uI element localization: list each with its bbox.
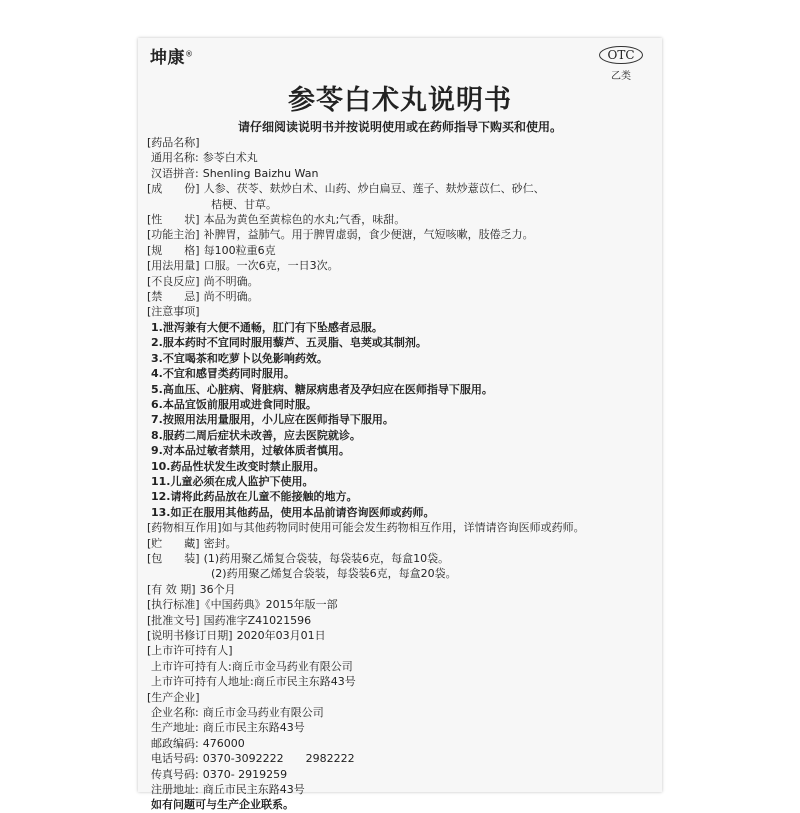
fax-row: 传真号码: 0370- 2919259 [151,767,288,781]
indication-row: [功能主治] 补脾胃，益肺气。用于脾胃虚弱，食少便溏，气短咳嗽，肢倦乏力。 [147,228,534,242]
section-header-manufacturer: [生产企业] [147,690,200,704]
contra-row: [禁 忌] 尚不明确。 [147,290,259,304]
otc-mark [598,44,644,82]
note-item: 9.对本品过敏者禁用，过敏体质者慎用。 [151,444,350,458]
instruction-sheet [138,38,662,812]
common-name-value: 参苓白术丸 [202,151,258,165]
production-address-row: 生产地址: 商丘市民主东路43号 [151,721,305,735]
ingredients-row: [成 份] 人参、茯苓、麸炒白术、山药、炒白扁豆、莲子、麸炒薏苡仁、砂仁、 [147,182,545,196]
approval-row: [批准文号] 国药准字Z41021596 [147,613,312,627]
validity-row: [有 效 期] 36个月 [147,582,236,596]
document-body [147,135,657,813]
storage-row: [贮 藏] 密封。 [147,536,237,550]
character-row: [性 状] 本品为黄色至黄棕色的水丸;气香，味甜。 [147,213,406,227]
section-header-notes: [注意事项] [147,305,200,319]
note-item: 8.服药二周后症状未改善，应去医院就诊。 [151,428,361,442]
section-header-drug-name: [药品名称] [147,136,200,149]
ingredients-row-cont: 桔梗、甘草。 [211,197,277,211]
note-item: 11.儿童必须在成人监护下使用。 [151,474,314,488]
note-item: 10.药品性状发生改变时禁止服用。 [151,459,325,473]
registered-address-row: 注册地址: 商丘市民主东路43号 [151,783,305,797]
usage-warning: 请仔细阅读说明书并按说明使用或在药师指导下购买和使用。 [237,120,562,134]
phone-row: 电话号码: 0370-3092222 2982222 [151,752,355,766]
revision-row: [说明书修订日期] 2020年03月01日 [147,629,326,642]
holder-address-row: 上市许可持有人地址:商丘市民主东路43号 [151,675,356,689]
otc-category: 乙类 [611,71,631,82]
usage-row: [用法用量] 口服。一次6克，一日3次。 [147,259,339,273]
contact-note: 如有问题可与生产企业联系。 [151,798,294,812]
document-title: 参苓白术丸说明书 [288,85,512,116]
company-row: 企业名称: 商丘市金马药业有限公司 [151,706,324,720]
holder-name-row: 上市许可持有人:商丘市金马药业有限公司 [151,659,353,673]
note-item: 12.请将此药品放在儿童不能接触的地方。 [151,490,358,504]
note-item: 1.泄泻兼有大便不通畅，肛门有下坠感者忌服。 [151,320,383,334]
note-item: 6.本品宜饭前服用或进食同时服。 [151,397,317,411]
common-name-row: 通用名称: 参苓白术丸 [151,151,258,165]
note-item: 5.高血压、心脏病、肾脏病、糖尿病患者及孕妇应在医师指导下服用。 [151,382,493,396]
interaction-row: [药物相互作用]如与其他药物同时使用可能会发生药物相互作用，详情请咨询医师或药师。 [147,521,585,535]
spec-row: [规 格] 每100粒重6克 [147,243,276,257]
note-item: 4.不宜和感冒类药同时服用。 [151,367,295,381]
pinyin-value: Shenling Baizhu Wan [202,166,319,180]
section-header-holder: [上市许可持有人] [147,644,233,658]
pinyin-row: 汉语拼音: Shenling Baizhu Wan [151,166,319,180]
package-row: [包 装] (1)药用聚乙烯复合袋装，每袋装6克，每盒10袋。 [147,551,450,565]
note-item: 7.按照用法用量服用，小儿应在医师指导下服用。 [151,413,394,427]
package-row-cont: (2)药用聚乙烯复合袋装，每袋装6克，每盒20袋。 [211,567,457,581]
zip-row: 邮政编码: 476000 [151,736,245,750]
otc-badge: OTC [599,46,642,64]
standard-row: [执行标准]《中国药典》2015年版一部 [147,598,338,612]
note-item: 3.不宜喝茶和吃萝卜以免影响药效。 [151,351,328,365]
note-item: 2.服本药时不宜同时服用藜芦、五灵脂、皂荚或其制剂。 [151,336,427,350]
registered-mark: ® [185,49,194,59]
adverse-row: [不良反应] 尚不明确。 [147,274,259,288]
brand-logo: 坤康® [150,48,194,68]
note-item: 13.如正在服用其他药品，使用本品前请咨询医师或药师。 [151,505,435,519]
